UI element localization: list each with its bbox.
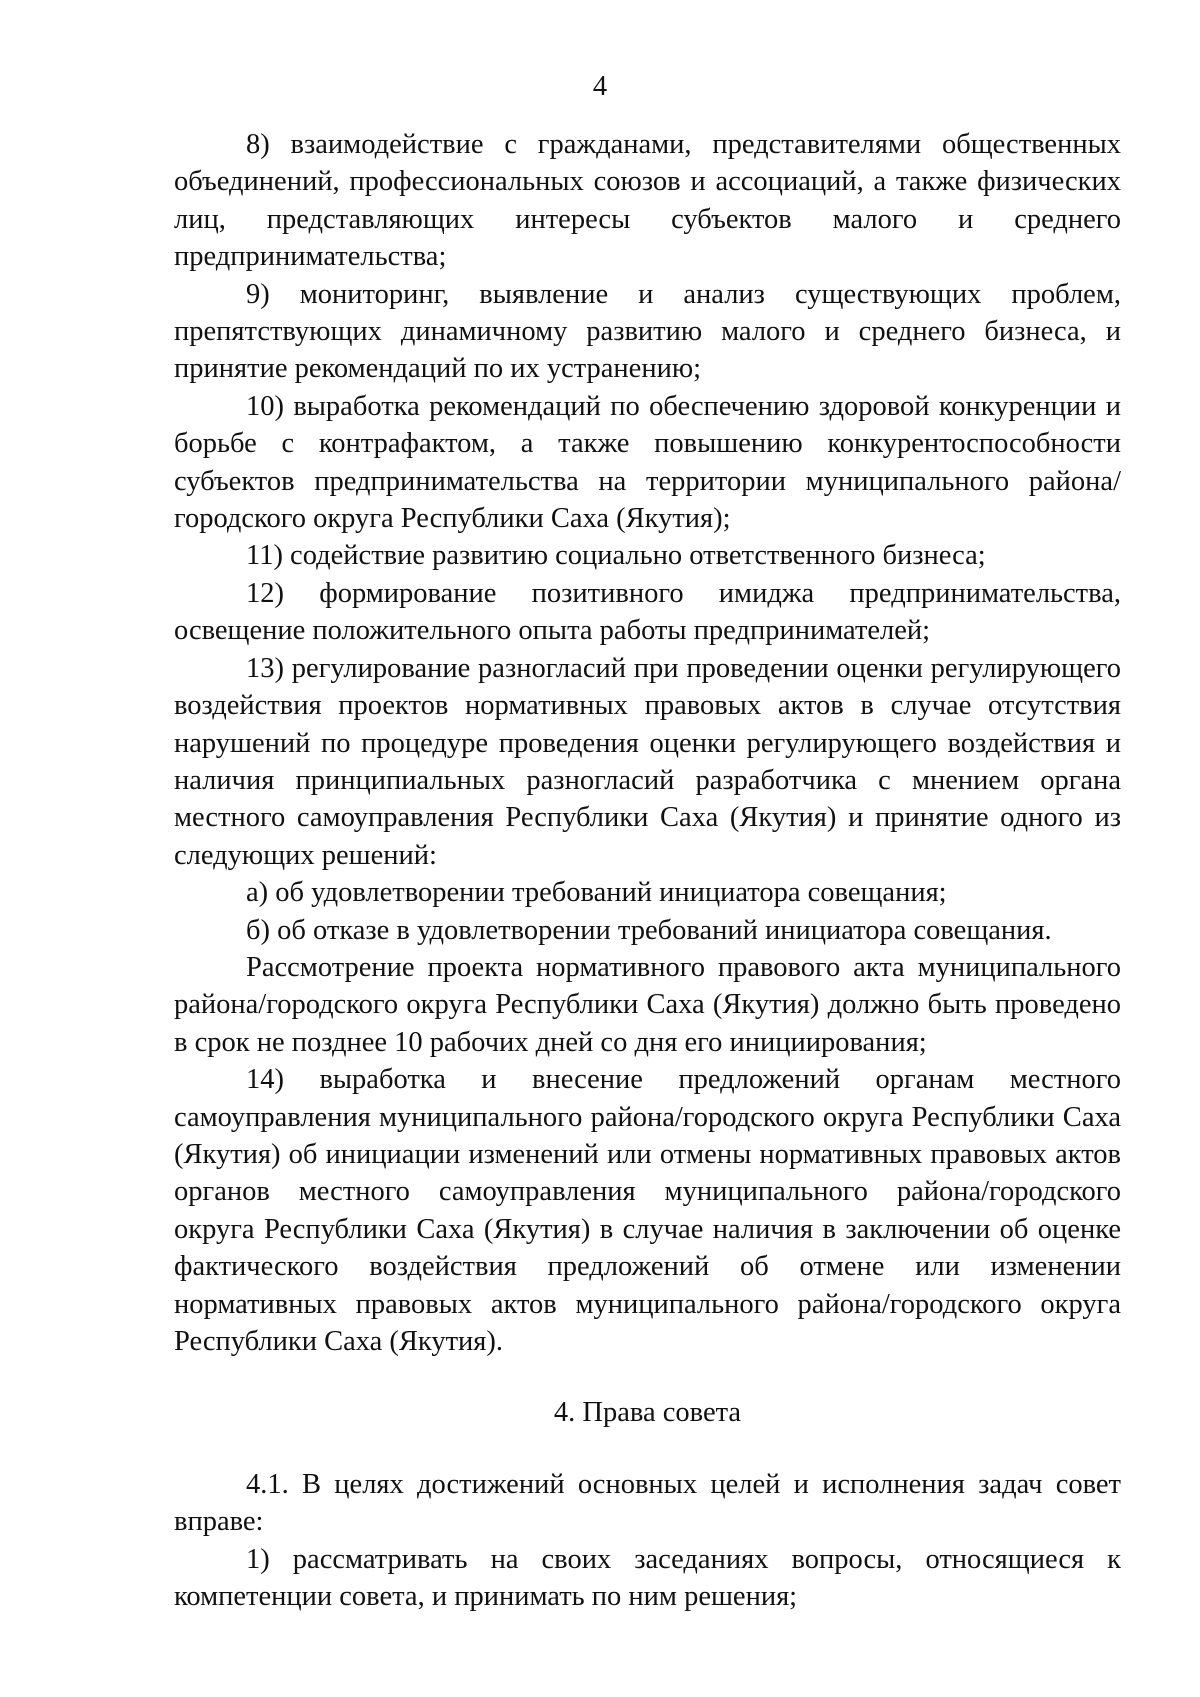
paragraph-subitem-a: а) об удовлетворении требований инициатора совещания; — [246, 877, 947, 909]
paragraph-item-10: 10) выработка рекомендаций по обеспечению здоровой конкуренции и борьбе с контрафактом, а также повышению конкурентоспособности субъектов предпринимательства на территории муниципального района/городского округа Республики Саха (Якутия); — [174, 390, 1121, 535]
paragraph-subitem-b: б) об отказе в удовлетворении требований инициатора совещания. — [246, 914, 1052, 946]
paragraph-item-11: 11) содействие развитию социально ответственного бизнеса; — [246, 540, 986, 572]
paragraph-item-9: 9) мониторинг, выявление и анализ существующих проблем, препятствующих динамичному развитию малого и среднего бизнеса, и принятие рекомендаций по их устранению; — [174, 278, 1121, 385]
paragraph-clause-4-1: 4.1. В целях достижений основных целей и исполнения задач совет вправе: — [174, 1468, 1121, 1538]
section-heading: 4. Права совета — [553, 1397, 742, 1429]
paragraph-item-8: 8) взаимодействие с гражданами, представителями общественных объединений, профессиональных союзов и ассоциаций, а также физических лиц, представляющих интересы субъектов малого и среднего предпринимательства; — [174, 129, 1121, 273]
page-number: 4 — [592, 71, 608, 102]
paragraph-item-12: 12) формирование позитивного имиджа предпринимательства, освещение положительного опыта работы предпринимателей; — [174, 577, 1121, 647]
paragraph-review-term: Рассмотрение проекта нормативного правового акта муниципального района/городского округа Республики Саха (Якутия) должно быть проведено в срок не позднее 10 рабочих дней со дня его инициирования; — [174, 951, 1121, 1058]
paragraph-item-13: 13) регулирование разногласий при проведении оценки регулирующего воздействия проектов нормативных правовых актов в случае отсутствия нарушений по процедуре проведения оценки регулирующего воздействия и наличия принципиальных разногласий разработчика с мнением органа местного самоуправления Республики Саха (Якутия) и принятие одного из следующих решений: — [174, 652, 1121, 871]
document-body — [174, 126, 1121, 1615]
paragraph-item-14: 14) выработка и внесение предложений органам местного самоуправления муниципального района/городского округа Республики Саха (Якутия) об инициации изменений или отмены нормативных правовых актов органов местного самоуправления муниципального района/городского округа Республики Саха (Якутия) в случае наличия в заключении об оценке фактического воздействия предложений об отмене или изменении нормативных правовых актов муниципального района/городского округа Республики Саха (Якутия). — [174, 1064, 1121, 1357]
paragraph-right-1: 1) рассматривать на своих заседаниях вопросы, относящиеся к компетенции совета, и принимать по ним решения; — [174, 1543, 1121, 1613]
